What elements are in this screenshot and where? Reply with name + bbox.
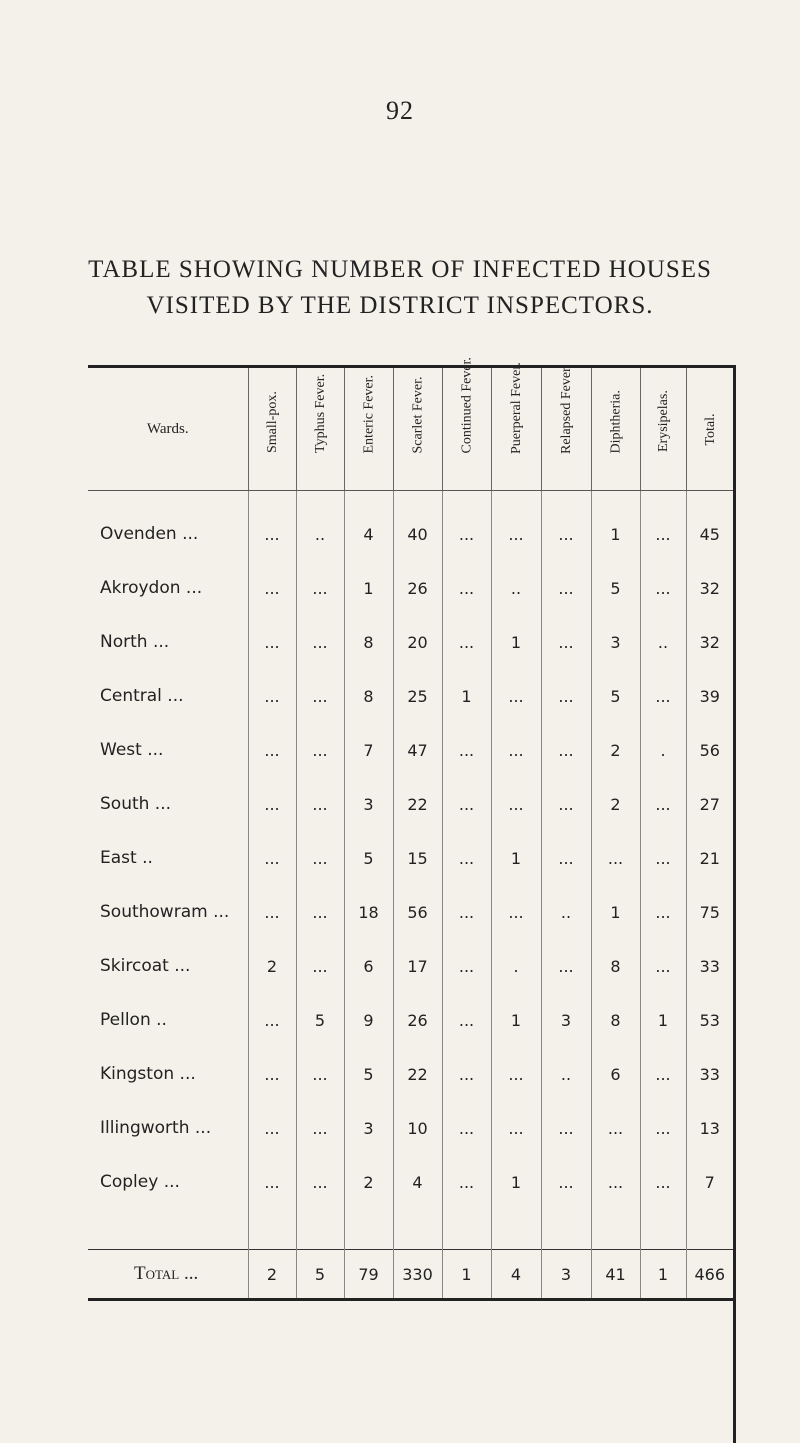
title-line-2: VISITED BY THE DISTRICT INSPECTORS. xyxy=(146,292,654,319)
count-cell: ... xyxy=(591,831,640,885)
count-cell: 6 xyxy=(344,939,393,993)
count-cell: 5 xyxy=(591,561,640,615)
header-diphtheria: Diphtheria. xyxy=(591,368,640,491)
count-cell: ... xyxy=(640,1047,686,1101)
table-row xyxy=(88,831,733,885)
spacer-cell xyxy=(393,1209,442,1250)
count-cell: ... xyxy=(640,939,686,993)
count-cell: ... xyxy=(541,669,591,723)
count-cell: 9 xyxy=(344,993,393,1047)
ward-name-cell: South ... xyxy=(100,794,172,814)
count-cell: ... xyxy=(541,1101,591,1155)
count-cell: 1 xyxy=(640,1250,686,1300)
ward-name-cell: Akroydon ... xyxy=(100,578,203,598)
count-cell: 5 xyxy=(591,669,640,723)
count-cell: ... xyxy=(442,1047,491,1101)
count-cell: ... xyxy=(248,831,296,885)
count-cell: ... xyxy=(541,777,591,831)
title-line-1: TABLE SHOWING NUMBER OF INFECTED HOUSES xyxy=(88,256,712,283)
count-cell: 22 xyxy=(393,1047,442,1101)
count-cell: ... xyxy=(296,1101,344,1155)
table-row xyxy=(88,993,733,1047)
count-cell: ... xyxy=(248,777,296,831)
count-cell: 41 xyxy=(591,1250,640,1300)
count-cell: ... xyxy=(248,1047,296,1101)
count-cell: 4 xyxy=(393,1155,442,1209)
count-cell: ... xyxy=(491,885,541,939)
count-cell: ... xyxy=(296,723,344,777)
ward-name-cell: Ovenden ... xyxy=(100,524,199,544)
count-cell: 2 xyxy=(344,1155,393,1209)
infected-houses-table xyxy=(88,356,736,1443)
count-cell: ... xyxy=(491,777,541,831)
table-row xyxy=(88,561,733,615)
count-cell: 7 xyxy=(344,723,393,777)
table-row xyxy=(88,491,733,562)
count-cell: 18 xyxy=(344,885,393,939)
count-cell: .. xyxy=(491,561,541,615)
count-cell: 4 xyxy=(344,491,393,562)
count-cell: ... xyxy=(640,831,686,885)
count-cell: 53 xyxy=(686,993,733,1047)
count-cell: 1 xyxy=(442,669,491,723)
count-cell: 3 xyxy=(591,615,640,669)
spacer-cell xyxy=(88,1209,248,1250)
count-cell: 40 xyxy=(393,491,442,562)
count-cell: 21 xyxy=(686,831,733,885)
count-cell: 56 xyxy=(393,885,442,939)
count-cell: ... xyxy=(248,669,296,723)
count-cell: . xyxy=(491,939,541,993)
ward-name-cell: Total ... xyxy=(88,1250,248,1300)
header-wards: Wards. xyxy=(88,368,248,491)
table-row xyxy=(88,615,733,669)
count-cell: 8 xyxy=(344,669,393,723)
count-cell: ... xyxy=(541,491,591,562)
count-cell: 8 xyxy=(591,993,640,1047)
count-cell: 1 xyxy=(640,993,686,1047)
count-cell: ... xyxy=(640,669,686,723)
count-cell: ... xyxy=(296,1047,344,1101)
ward-name-cell: East .. xyxy=(100,848,153,868)
count-cell: 3 xyxy=(344,777,393,831)
count-cell: ... xyxy=(296,669,344,723)
count-cell: ... xyxy=(640,777,686,831)
count-cell: ... xyxy=(248,885,296,939)
count-cell: 32 xyxy=(686,615,733,669)
count-cell: 13 xyxy=(686,1101,733,1155)
ward-name-cell: North ... xyxy=(100,632,170,652)
count-cell: 79 xyxy=(344,1250,393,1300)
page-number: 92 xyxy=(386,96,414,125)
count-cell: ... xyxy=(442,885,491,939)
count-cell: ... xyxy=(248,1155,296,1209)
count-cell: 1 xyxy=(491,615,541,669)
header-relapsed-fever: Relapsed Fever. xyxy=(541,368,591,491)
count-cell: ... xyxy=(296,831,344,885)
spacer-cell xyxy=(248,1209,296,1250)
table-row xyxy=(88,1047,733,1101)
count-cell: ... xyxy=(442,993,491,1047)
count-cell: ... xyxy=(541,615,591,669)
spacer-cell xyxy=(296,1209,344,1250)
count-cell: ... xyxy=(248,993,296,1047)
count-cell: .. xyxy=(296,491,344,562)
count-cell: ... xyxy=(442,561,491,615)
count-cell: ... xyxy=(248,615,296,669)
count-cell: ... xyxy=(491,1101,541,1155)
ward-name-cell: West ... xyxy=(100,740,164,760)
count-cell: 1 xyxy=(491,1155,541,1209)
count-cell: 2 xyxy=(248,1250,296,1300)
page-title xyxy=(0,252,800,324)
ward-name-cell: Pellon .. xyxy=(100,1010,167,1030)
ward-name-cell: Illingworth ... xyxy=(100,1118,212,1138)
count-cell: 2 xyxy=(248,939,296,993)
table-row xyxy=(88,939,733,993)
count-cell: 25 xyxy=(393,669,442,723)
total-row xyxy=(88,1250,733,1300)
count-cell: 5 xyxy=(296,993,344,1047)
count-cell: ... xyxy=(248,561,296,615)
spacer-cell xyxy=(686,1209,733,1250)
count-cell: ... xyxy=(640,491,686,562)
count-cell: 466 xyxy=(686,1250,733,1300)
count-cell: 2 xyxy=(591,723,640,777)
count-cell: 45 xyxy=(686,491,733,562)
count-cell: ... xyxy=(442,939,491,993)
count-cell: 1 xyxy=(344,561,393,615)
header-small-pox: Small-pox. xyxy=(248,368,296,491)
count-cell: .. xyxy=(541,1047,591,1101)
count-cell: 15 xyxy=(393,831,442,885)
ward-name-cell: Copley ... xyxy=(100,1172,180,1192)
ward-name-cell: Skircoat ... xyxy=(100,956,191,976)
count-cell: 1 xyxy=(491,993,541,1047)
count-cell: .. xyxy=(640,615,686,669)
spacer-cell xyxy=(541,1209,591,1250)
count-cell: ... xyxy=(640,561,686,615)
header-erysipelas: Erysipelas. xyxy=(640,368,686,491)
table-row xyxy=(88,669,733,723)
count-cell: ... xyxy=(442,723,491,777)
count-cell: 5 xyxy=(344,831,393,885)
table-row xyxy=(88,885,733,939)
header-continued-fever: Continued Fever. xyxy=(442,368,491,491)
count-cell: ... xyxy=(296,561,344,615)
count-cell: 10 xyxy=(393,1101,442,1155)
count-cell: ... xyxy=(442,491,491,562)
count-cell: 1 xyxy=(591,885,640,939)
count-cell: ... xyxy=(640,1155,686,1209)
count-cell: 32 xyxy=(686,561,733,615)
count-cell: 5 xyxy=(344,1047,393,1101)
count-cell: ... xyxy=(248,491,296,562)
ward-name-cell: Central ... xyxy=(100,686,184,706)
header-total: Total. xyxy=(686,368,733,491)
ward-name-cell: Kingston ... xyxy=(100,1064,196,1084)
count-cell: ... xyxy=(541,723,591,777)
count-cell: 8 xyxy=(591,939,640,993)
count-cell: 39 xyxy=(686,669,733,723)
count-cell: ... xyxy=(296,939,344,993)
count-cell: 1 xyxy=(491,831,541,885)
table-row xyxy=(88,777,733,831)
count-cell: 75 xyxy=(686,885,733,939)
count-cell: 17 xyxy=(393,939,442,993)
count-cell: ... xyxy=(591,1155,640,1209)
count-cell: ... xyxy=(296,615,344,669)
count-cell: ... xyxy=(442,615,491,669)
count-cell: 330 xyxy=(393,1250,442,1300)
count-cell: 47 xyxy=(393,723,442,777)
table-row xyxy=(88,723,733,777)
count-cell: 33 xyxy=(686,1047,733,1101)
count-cell: 26 xyxy=(393,993,442,1047)
ward-name-cell: Southowram ... xyxy=(100,902,230,922)
count-cell: 8 xyxy=(344,615,393,669)
count-cell: 27 xyxy=(686,777,733,831)
count-cell: ... xyxy=(248,723,296,777)
count-cell: ... xyxy=(541,1155,591,1209)
spacer-cell xyxy=(640,1209,686,1250)
count-cell: ... xyxy=(442,1155,491,1209)
count-cell: ... xyxy=(442,1101,491,1155)
header-puerperal-fever: Puerperal Fever. xyxy=(491,368,541,491)
count-cell: ... xyxy=(640,885,686,939)
spacer-cell xyxy=(344,1209,393,1250)
count-cell: ... xyxy=(442,777,491,831)
count-cell: 3 xyxy=(344,1101,393,1155)
count-cell: ... xyxy=(296,777,344,831)
spacer-cell xyxy=(591,1209,640,1250)
count-cell: ... xyxy=(541,939,591,993)
count-cell: 20 xyxy=(393,615,442,669)
header-enteric-fever: Enteric Fever. xyxy=(344,368,393,491)
count-cell: 26 xyxy=(393,561,442,615)
header-scarlet-fever: Scarlet Fever. xyxy=(393,368,442,491)
header-row xyxy=(88,368,733,491)
count-cell: 56 xyxy=(686,723,733,777)
count-cell: 2 xyxy=(591,777,640,831)
count-cell: 1 xyxy=(442,1250,491,1300)
header-typhus-fever: Typhus Fever. xyxy=(296,368,344,491)
spacer-cell xyxy=(442,1209,491,1250)
count-cell: 3 xyxy=(541,1250,591,1300)
count-cell: 22 xyxy=(393,777,442,831)
count-cell: ... xyxy=(296,1155,344,1209)
count-cell: ... xyxy=(248,1101,296,1155)
count-cell: ... xyxy=(491,723,541,777)
count-cell: 1 xyxy=(591,491,640,562)
table-row xyxy=(88,1101,733,1155)
count-cell: ... xyxy=(491,491,541,562)
count-cell: ... xyxy=(296,885,344,939)
count-cell: .. xyxy=(541,885,591,939)
count-cell: 33 xyxy=(686,939,733,993)
count-cell: ... xyxy=(491,1047,541,1101)
count-cell: ... xyxy=(442,831,491,885)
count-cell: ... xyxy=(541,831,591,885)
count-cell: ... xyxy=(591,1101,640,1155)
count-cell: ... xyxy=(491,669,541,723)
count-cell: ... xyxy=(541,561,591,615)
count-cell: 7 xyxy=(686,1155,733,1209)
spacer-row xyxy=(88,1209,733,1250)
count-cell: . xyxy=(640,723,686,777)
count-cell: 6 xyxy=(591,1047,640,1101)
count-cell: 5 xyxy=(296,1250,344,1300)
count-cell: 4 xyxy=(491,1250,541,1300)
spacer-cell xyxy=(491,1209,541,1250)
count-cell: ... xyxy=(640,1101,686,1155)
count-cell: 3 xyxy=(541,993,591,1047)
table-row xyxy=(88,1155,733,1209)
